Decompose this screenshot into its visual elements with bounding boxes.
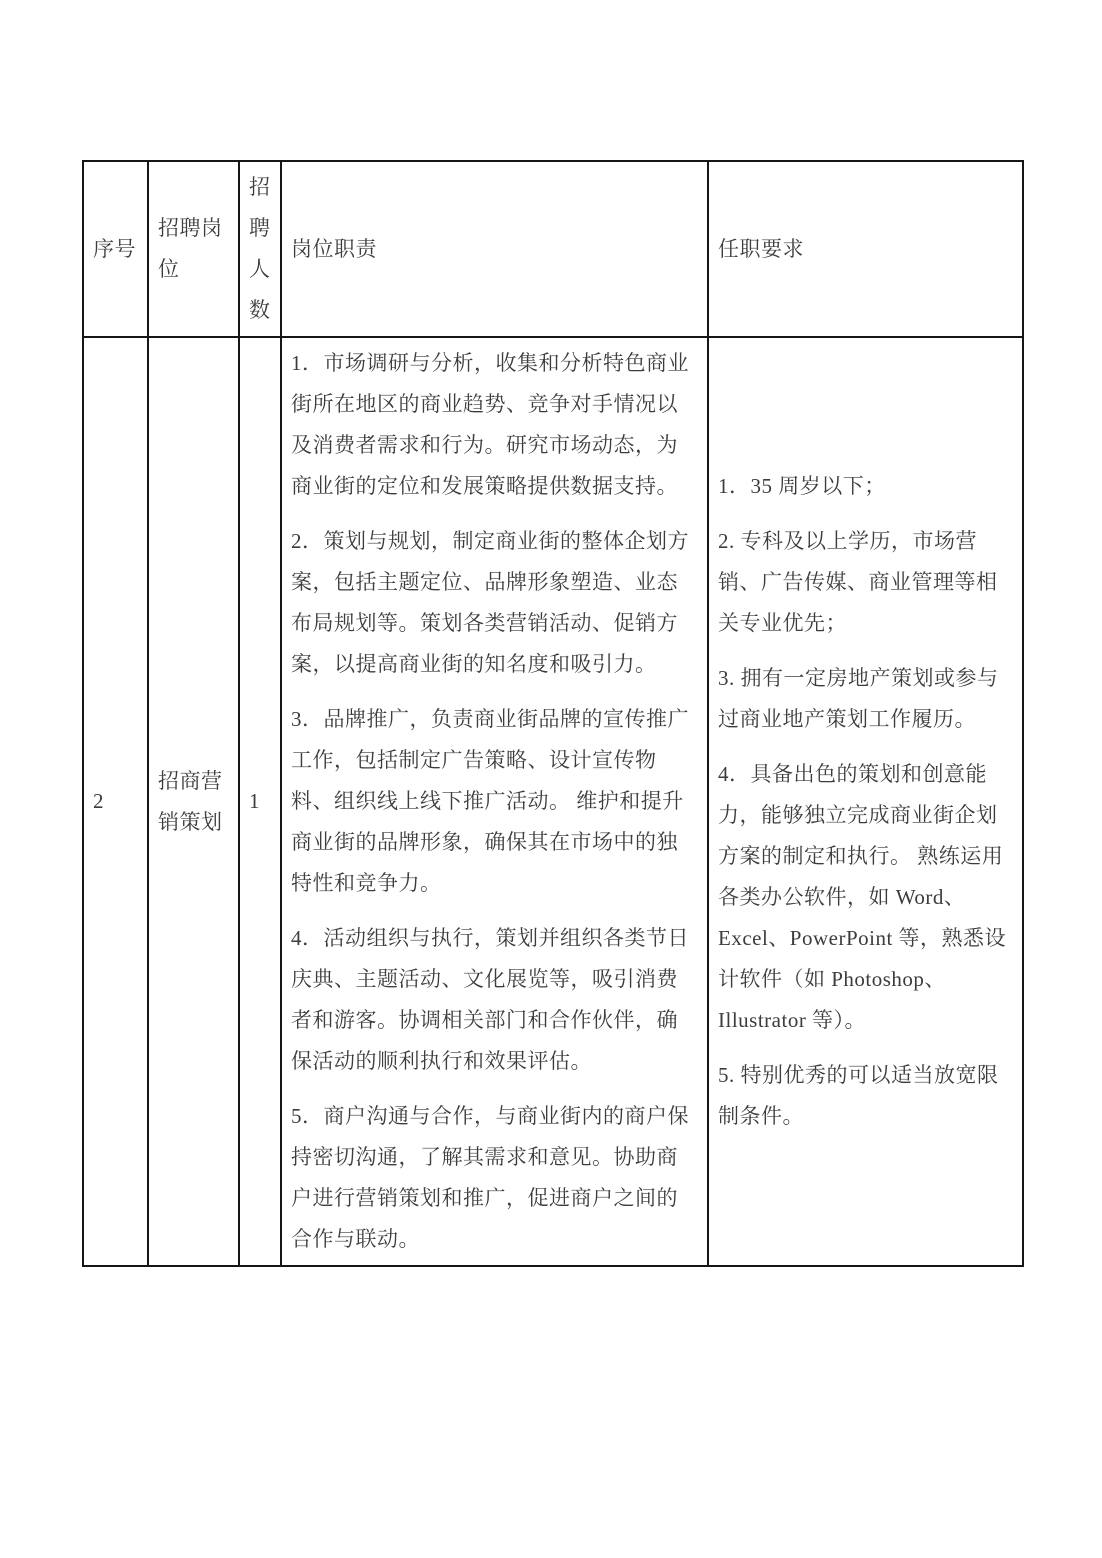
list-item-paragraph: 2．策划与规划，制定商业街的整体企划方案，包括主题定位、品牌形象塑造、业态布局规划等。策划各类营销活动、促销方案，以提高商业街的知名度和吸引力。: [291, 529, 689, 676]
job-table: [82, 160, 1024, 1267]
list-item-paragraph: 4．活动组织与执行，策划并组织各类节日庆典、主题活动、文化展览等，吸引消费者和游客。协调相关部门和合作伙伴，确保活动的顺利执行和效果评估。: [291, 926, 689, 1073]
list-item-paragraph: 3．品牌推广，负责商业街品牌的宣传推广工作，包括制定广告策略、设计宣传物料、组织线上线下推广活动。 维护和提升商业街的品牌形象，确保其在市场中的独特性和竞争力。: [291, 707, 689, 895]
cell-index: 2: [83, 337, 148, 1266]
cell-duties: [281, 337, 708, 1266]
header-requirements: 任职要求: [708, 161, 1023, 337]
cell-headcount: 1: [239, 337, 281, 1266]
list-item-paragraph: 1．35 周岁以下；: [718, 474, 886, 498]
list-item-paragraph: 4．具备出色的策划和创意能力，能够独立完成商业街企划方案的制定和执行。 熟练运用各类办公软件，如 Word、Excel、PowerPoint 等，熟悉设计软件（如 Photoshop、Illustrator 等）。: [718, 762, 1007, 1032]
list-item-paragraph: 5．商户沟通与合作，与商业街内的商户保持密切沟通，了解其需求和意见。协助商户进行营销策划和推广，促进商户之间的合作与联动。: [291, 1104, 689, 1251]
cell-position: 招商营销策划: [148, 337, 239, 1266]
list-item-paragraph: 2. 专科及以上学历，市场营销、广告传媒、商业管理等相关专业优先；: [718, 529, 998, 635]
list-item-paragraph: 3. 拥有一定房地产策划或参与过商业地产策划工作履历。: [718, 666, 999, 731]
table-header-row: [83, 161, 1023, 337]
list-item-paragraph: 5. 特别优秀的可以适当放宽限制条件。: [718, 1063, 999, 1128]
cell-requirements: [708, 337, 1023, 1266]
list-item-paragraph: 1．市场调研与分析，收集和分析特色商业街所在地区的商业趋势、竞争对手情况以及消费者需求和行为。研究市场动态，为商业街的定位和发展策略提供数据支持。: [291, 351, 689, 498]
table-row: [83, 337, 1023, 1266]
header-index: 序号: [83, 161, 148, 337]
header-position: 招聘岗位: [148, 161, 239, 337]
header-headcount: 招聘人数: [239, 161, 281, 337]
header-duties: 岗位职责: [281, 161, 708, 337]
